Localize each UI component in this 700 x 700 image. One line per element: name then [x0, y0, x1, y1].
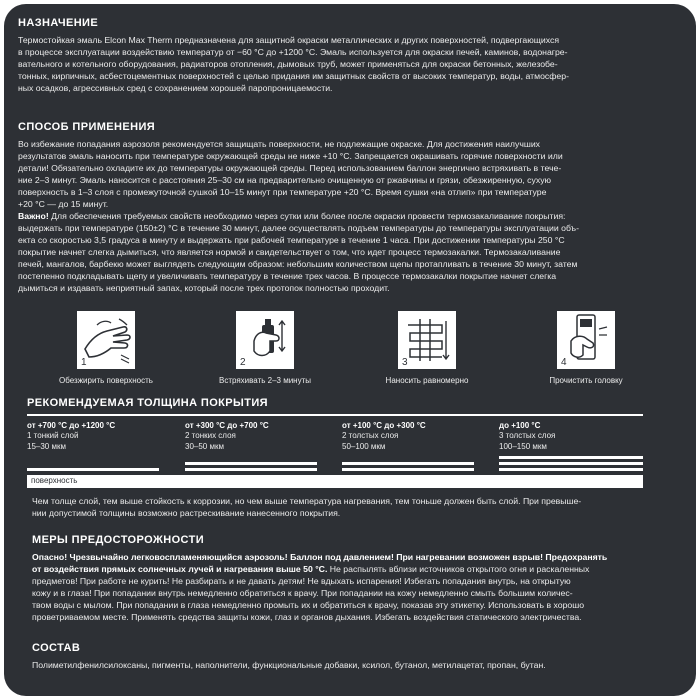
thickness-microns: 30–50 мкм — [185, 442, 224, 451]
thickness-layers: 3 толстых слоя — [499, 431, 556, 440]
precautions-warning: Опасно! Чрезвычайно легковоспламеняющийся аэрозоль! Баллон под давлением! При нагревании возможен взрыв! Предохранять — [32, 552, 608, 562]
thickness-layers: 2 толстых слоя — [342, 431, 399, 440]
method-line: +20 °С — до 15 минут. — [18, 199, 109, 209]
important-line: дымиться и издавать неприятный запах, который после трех протопок полностью проходит. — [18, 283, 390, 293]
thickness-microns: 50–100 мкм — [342, 442, 386, 451]
step-label: Обезжирить поверхность — [59, 376, 153, 385]
thickness-layers: 1 тонкий слой — [27, 431, 79, 440]
thickness-column — [27, 421, 115, 452]
important-line: выдержать при температуре (150±2) °С в течение 30 минут, далее осуществлять подъем температуры до температуры эксплуатации объ- — [18, 223, 579, 233]
precautions-text — [32, 551, 692, 623]
step-number: 4 — [561, 357, 567, 368]
thickness-range: до +100 °С — [499, 421, 541, 430]
important-line: постепенно подкладывать щепу и увеличивать температуру в течение трех часов. В процессе термозакалки покрытие начнет слегка — [18, 271, 557, 281]
step-number: 2 — [240, 357, 246, 368]
coating-layer-bar — [499, 462, 643, 465]
method-line: детали! Обязательно охладите их до температуры окружающей среды. Перед использованием баллон энергично встряхивать в тече- — [18, 163, 562, 173]
purpose-line: Термостойкая эмаль Elcon Max Therm предназначена для защитной окраски металлических и других поверхностей, подвергающихся — [18, 35, 560, 45]
purpose-text — [18, 34, 688, 94]
thickness-top-divider — [27, 414, 643, 416]
thickness-note-line: нии допустимой толщины возможно растрескивание нанесенного покрытия. — [32, 508, 341, 518]
composition-text: Полиметилфенилсилоксаны, пигменты, наполнители, функциональные добавки, ксилол, бутанол, метилацетат, пропан, бутан. — [32, 660, 546, 670]
purpose-line: тонных, кирпичных, асбестоцементных поверхностей с целью придания им защитных свойств от высоких температур, воды, атмосфер- — [18, 71, 569, 81]
method-line: Во избежание попадания аэрозоля рекомендуется защищать поверхности, не подлежащие окраске. Для достижения наилучших — [18, 139, 541, 149]
clean-nozzle-icon — [557, 311, 615, 369]
precautions-line: проветриваемом месте. Применять средства защиты кожи, глаз и органов дыхания. Избегать воздействия статического электричества. — [32, 612, 582, 622]
method-heading: СПОСОБ ПРИМЕНЕНИЯ — [18, 121, 156, 133]
method-line: ние 2–3 минут. Эмаль наносится с расстояния 25–30 см на предварительно очищенную от ржавчины и грязи, обезжиренную, сухую — [18, 175, 552, 185]
thickness-microns: 15–30 мкм — [27, 442, 66, 451]
coating-layer-bar — [342, 468, 474, 471]
important-first: Для обеспечения требуемых свойств необходимо через сутки или более после окраски провести термозакаливание покрытия: — [48, 211, 566, 221]
important-line: покрытие начнет слегка дымиться, что является нормой и свидетельствует о том, что идет процесс термозакалки. Термозакаливание — [18, 247, 561, 257]
thickness-note-line: Чем толще слой, тем выше стойкость к коррозии, но чем выше температура нагревания, тем тоньше должен быть слой. При превыше- — [32, 496, 582, 506]
precautions-rest: Не распылять вблизи источников открытого огня и раскаленных — [327, 564, 590, 574]
label-panel — [4, 4, 696, 696]
step-label: Встряхивать 2–3 минуты — [218, 376, 312, 385]
thickness-heading: РЕКОМЕНДУЕМАЯ ТОЛЩИНА ПОКРЫТИЯ — [27, 397, 268, 409]
precautions-line: твом воды с мылом. При попадании в глаза немедленно промыть их и обратиться к врачу, показав эту этикетку. Использовать в хорошо — [32, 600, 585, 610]
spray-pattern-icon — [398, 311, 456, 369]
method-line: результатов эмаль наносить при температуре окружающей среды не ниже +10 °С. Запрещается окрашивать горячие поверхности или — [18, 151, 563, 161]
precautions-line: предметов! При работе не курить! Не разбирать и не давать детям! Не вдыхать испарения! Избегать попадания внутрь, на открытую — [32, 576, 571, 586]
important-line: екта со скоростью 3,5 градуса в минуту и выдержать при рабочей температуре в течение 1 часа. При достижении температуры 250 °С — [18, 235, 565, 245]
important-line: печей, мангалов, барбекю может выглядеть следующим образом: небольшим количеством щепы протапливать в течение 30 минут, затем — [18, 259, 578, 269]
precautions-heading: МЕРЫ ПРЕДОСТОРОЖНОСТИ — [32, 534, 205, 546]
coating-layer-bar — [27, 468, 159, 471]
purpose-line: в процессе эксплуатации воздействию температур от −60 °С до +1200 °С. Эмаль используется для окраски печей, каминов, водонагре- — [18, 47, 568, 57]
hand-wiping-icon — [77, 311, 135, 369]
coating-layer-bar — [499, 456, 643, 459]
step-label: Наносить равномерно — [385, 376, 469, 385]
thickness-range: от +700 °С до +1200 °С — [27, 421, 116, 430]
purpose-line: ных осадков, агрессивных сред с сохранением хорошей паропроницаемости. — [18, 83, 333, 93]
purpose-heading: НАЗНАЧЕНИЕ — [18, 17, 99, 29]
coating-layer-bar — [185, 462, 317, 465]
shake-can-icon — [236, 311, 294, 369]
thickness-column — [342, 421, 426, 452]
coating-layer-bar — [342, 462, 474, 465]
thickness-column — [185, 421, 269, 452]
method-text — [18, 138, 688, 294]
thickness-microns: 100–150 мкм — [499, 442, 547, 451]
thickness-range: от +100 °С до +300 °С — [342, 421, 426, 430]
purpose-line: вательного и котельного оборудования, радиаторов отопления, дымовых труб, может применяться для окраски бетонных, железобе- — [18, 59, 558, 69]
step-label: Прочистить головку — [549, 376, 623, 385]
step-number: 3 — [402, 357, 408, 368]
thickness-range: от +300 °С до +700 °С — [185, 421, 269, 430]
precautions-line: кожу и в глаза! При попадании внутрь немедленно обратиться к врачу. При попадании на кожу немедленно смыть большим количес- — [32, 588, 573, 598]
method-line: поверхность в 1–3 слоя с промежуточной сушкой 10–15 минут при температуре +20 °С. Время сушки «на отлип» при температуре — [18, 187, 547, 197]
thickness-note — [32, 495, 692, 519]
surface-label: поверхность — [31, 476, 78, 485]
important-line — [18, 210, 688, 222]
surface-strip — [27, 475, 643, 488]
composition-heading: СОСТАВ — [32, 642, 81, 654]
precautions-warning: от воздействия прямых солнечных лучей и нагревания выше 50 °С. — [32, 564, 328, 574]
thickness-layers: 2 тонких слоя — [185, 431, 236, 440]
coating-layer-bar — [185, 468, 317, 471]
precautions-line — [32, 551, 692, 563]
thickness-column — [499, 421, 555, 452]
step-number: 1 — [81, 357, 87, 368]
important-label: Важно! — [18, 211, 49, 221]
coating-layer-bar — [499, 468, 643, 471]
precautions-line — [32, 563, 692, 575]
